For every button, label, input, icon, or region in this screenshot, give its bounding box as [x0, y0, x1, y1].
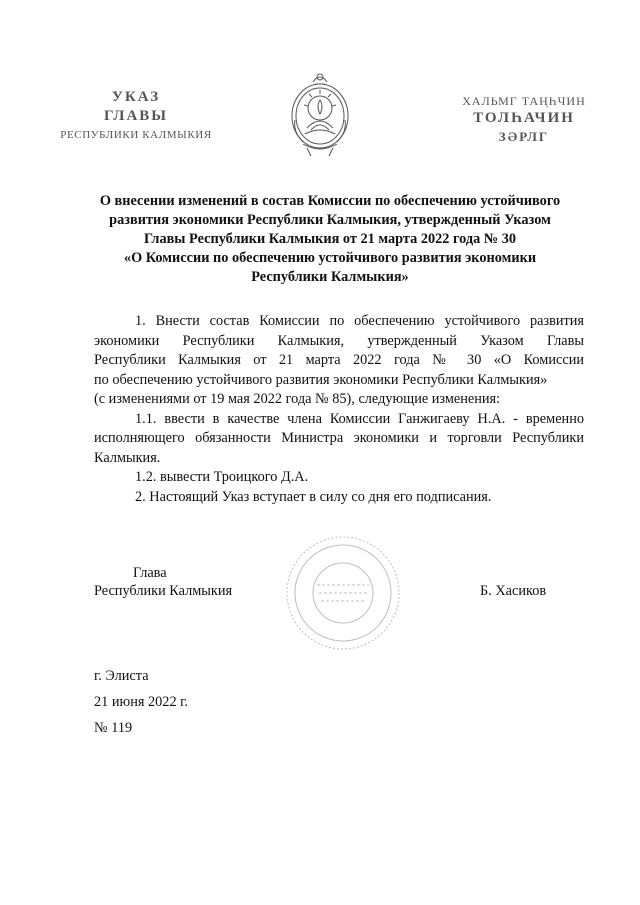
header-left-line-3: РЕСПУБЛИКИ КАЛМЫКИЯ — [60, 129, 212, 141]
header-right-line-1: ХАЛЬМГ ТАҢҺЧИН — [462, 94, 586, 108]
paragraph-1-1-line: Калмыкия. — [94, 449, 161, 466]
paragraph-1-line: 1. Внести состав Комиссии по обеспечению устойчивого развития — [135, 313, 584, 329]
paragraph-1-line: по обеспечению устойчивого развития экономики Республики Калмыкия» — [94, 371, 548, 388]
header-right-line-2: ТОЛҺАЧИН — [473, 110, 575, 126]
paragraph-1-1-line: 1.1. ввести в качестве члена Комиссии Ганжигаеву Н.А. - временно — [135, 410, 584, 427]
decree-body — [94, 312, 584, 507]
header-right-line-3: ЗӘРЛГ — [498, 129, 550, 144]
place-of-signing: г. Элиста — [94, 668, 149, 684]
header-left-line-1: УКАЗ — [111, 89, 161, 105]
header-russian — [50, 88, 222, 142]
title-line: Главы Республики Калмыкия от 21 марта 2022 года № 30 — [143, 231, 517, 247]
signatory-post-line-2: Республики Калмыкия — [94, 583, 233, 599]
paragraph-2: 2. Настоящий Указ вступает в силу со дня его подписания. — [135, 488, 492, 505]
date-of-signing: 21 июня 2022 г. — [94, 694, 188, 710]
decree-number: № 119 — [94, 720, 133, 736]
decree-title — [80, 192, 580, 287]
header-kalmyk — [452, 93, 596, 145]
title-line: О внесении изменений в состав Комиссии по обеспечению устойчивого — [99, 193, 561, 209]
paragraph-1-1-line: исполняющего обязанности Министра экономики и торговли Республики — [94, 430, 584, 446]
title-line: Республики Калмыкия» — [251, 269, 409, 285]
title-line: «О Комиссии по обеспечению устойчивого развития экономики — [123, 250, 537, 266]
paragraph-1-2: 1.2. вывести Троицкого Д.А. — [135, 469, 309, 485]
paragraph-1-line: экономики Республики Калмыкия, утвержденный Указом Главы — [94, 332, 584, 349]
paragraph-1-line: Республики Калмыкия от 21 марта 2022 года № 30 «О Комиссии — [94, 352, 584, 368]
signatory-post-line-1: Глава — [133, 565, 167, 581]
official-seal-stamp — [283, 533, 403, 653]
signatory-name: Б. Хасиков — [480, 583, 547, 599]
title-line: развития экономики Республики Калмыкия, утвержденный Указом — [109, 212, 551, 228]
coat-of-arms-emblem — [285, 68, 355, 160]
paragraph-1-line: (с изменениями от 19 мая 2022 года № 85), следующие изменения: — [94, 391, 501, 407]
header-left-line-2: ГЛАВЫ — [103, 108, 169, 124]
